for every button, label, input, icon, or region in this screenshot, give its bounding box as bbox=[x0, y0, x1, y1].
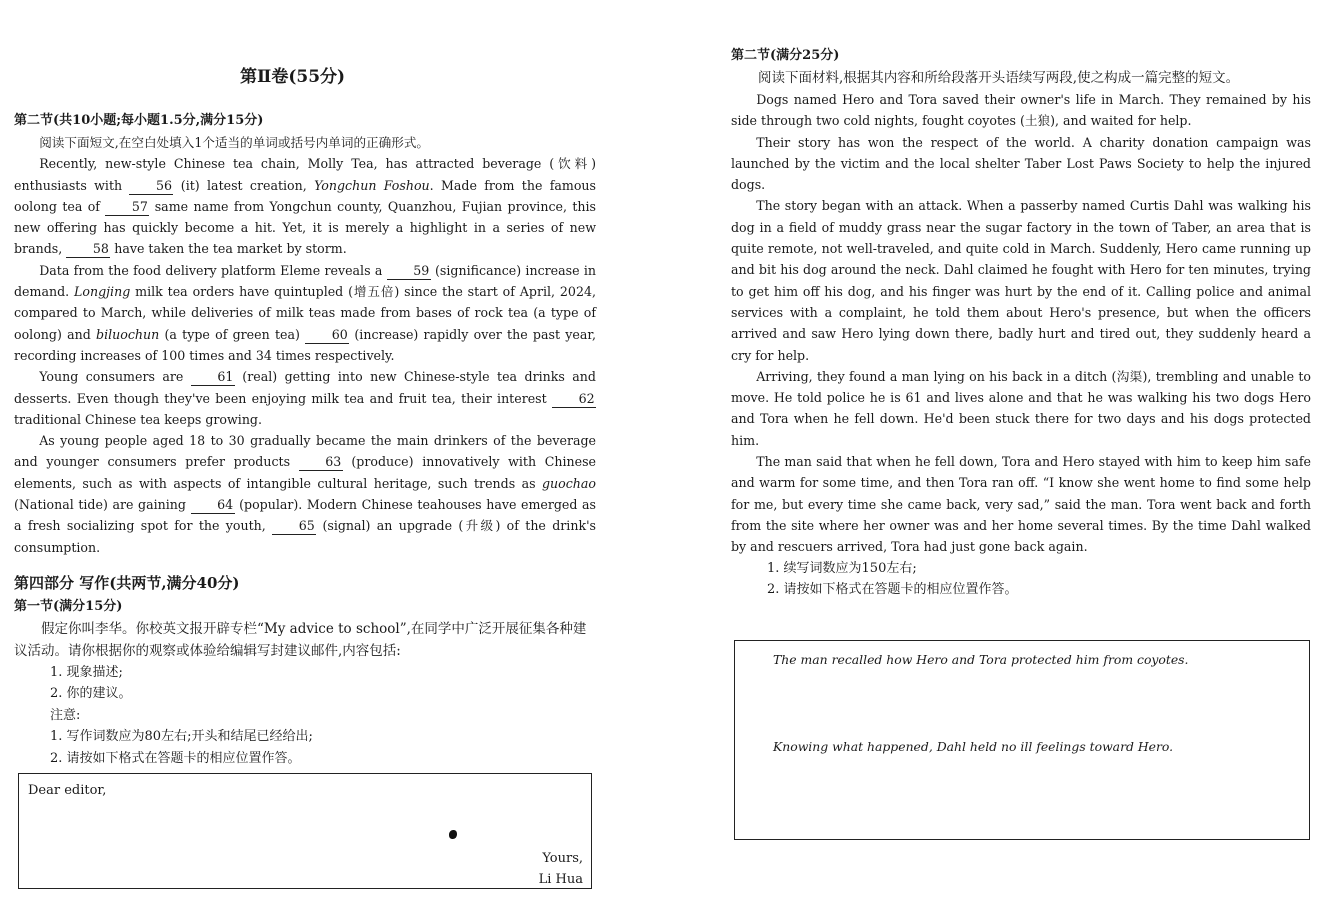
paragraph-starter-1: The man recalled how Hero and Tora protected him from coyotes. bbox=[773, 652, 1189, 667]
blank-65: 65 bbox=[272, 518, 316, 535]
story-paragraph-1: Dogs named Hero and Tora saved their owner's life in March. They remained by his side through two cold nights, fought coyotes (土狼), and waited for help. bbox=[731, 92, 1311, 129]
text: As young people aged 18 to 30 gradually became the main drinkers of the beverage and younger consumers prefer products bbox=[14, 433, 596, 470]
section1-note-label: 注意: bbox=[50, 707, 81, 723]
text: (National tide) are gaining bbox=[14, 497, 191, 513]
part4-heading: 第四部分 写作(共两节,满分40分) bbox=[14, 573, 240, 592]
left-column bbox=[14, 110, 596, 769]
blank-58: 58 bbox=[66, 241, 110, 258]
continuation-answer-box bbox=[734, 640, 1310, 840]
story-paragraph-5: The man said that when he fell down, Tora and Hero stayed with him to keep him safe and warm for some time, and then Tora ran off. “I know she went home to find some help for me, but every time she came back, very sad,” said the man. Tora went back and forth from the site where her owner was and her home several times. By the time Dahl walked by and rescuers arrived, Tora had just gone back again. bbox=[731, 454, 1311, 555]
blank-62: 62 bbox=[552, 391, 596, 408]
continuation-heading: 第二节(满分25分) bbox=[731, 48, 840, 63]
letter-closing bbox=[539, 848, 583, 890]
story-paragraph-4: Arriving, they found a man lying on his back in a ditch (沟渠), trembling and unable to move. He told police he is 61 and lives alone and that he was walking his two dogs Hero and Tora when he fell down. He'd been stuck there for two days and his dogs protected him. bbox=[731, 368, 1311, 448]
letter-greeting: Dear editor, bbox=[28, 783, 107, 798]
paragraph-starter-2: Knowing what happened, Dahl held no ill feelings toward Hero. bbox=[773, 739, 1174, 754]
text: (popular). Modern Chinese teahouses have emerged as a fresh socializing spot for the youth, bbox=[14, 497, 596, 534]
text: (a type of green tea) bbox=[159, 326, 306, 342]
blank-63: 63 bbox=[299, 454, 343, 471]
continuation-note-2: 2. 请按如下格式在答题卡的相应位置作答。 bbox=[767, 582, 1018, 598]
section1-note-1: 1. 写作词数应为80左右;开头和结尾已经给出; bbox=[50, 729, 313, 745]
blank-60: 60 bbox=[305, 327, 349, 344]
text: (increase) rapidly over the past year, recording increases of 100 times and 34 times respectively. bbox=[14, 326, 596, 363]
text: milk tea orders have quintupled (增五倍) since the start of April, 2024, compared to March, while deliveries of milk teas made from bases of rock tea (a type of oolong) and bbox=[14, 284, 596, 342]
text: (significance) increase in demand. bbox=[14, 262, 596, 300]
continuation-instruction: 阅读下面材料,根据其内容和所给段落开头语续写两段,使之构成一篇完整的短文。 bbox=[758, 70, 1240, 86]
blank-64: 64 bbox=[191, 497, 235, 514]
text: (it) latest creation, bbox=[173, 177, 315, 193]
passage-paragraph-2 bbox=[14, 260, 596, 366]
section1-item-1: 1. 现象描述; bbox=[50, 664, 123, 680]
signature: Li Hua bbox=[538, 872, 583, 887]
section1-note-2: 2. 请按如下格式在答题卡的相应位置作答。 bbox=[50, 750, 301, 766]
section2-instruction: 阅读下面短文,在空白处填入1个适当的单词或括号内单词的正确形式。 bbox=[39, 135, 430, 150]
text: (signal) an upgrade (升级) of the drink's consumption. bbox=[14, 518, 596, 555]
text: same name from Yongchun county, Quanzhou, Fujian province, this new offering has quickly become a hit. Yet, it is merely a highlight in a series of new brands, bbox=[14, 198, 596, 257]
italic-term: Longjing bbox=[74, 284, 131, 300]
text: Young consumers are bbox=[39, 369, 191, 385]
italic-term: Yongchun Foshou bbox=[314, 177, 430, 193]
section1-heading: 第一节(满分15分) bbox=[14, 598, 123, 614]
section1-prompt: 假定你叫李华。你校英文报开辟专栏“My advice to school”,在同学中广泛开展征集各种建议活动。请你根据你的观察或体验给编辑写封建议邮件,内容包括: bbox=[14, 620, 587, 659]
story-paragraph-2: Their story has won the respect of the world. A charity donation campaign was launched by the victim and the local shelter Taber Lost Paws Society to help the injured dogs. bbox=[731, 134, 1311, 193]
text: . Made from the famous oolong tea of bbox=[14, 177, 596, 214]
blank-56: 56 bbox=[129, 178, 173, 195]
part-title: 第Ⅱ卷(55分) bbox=[240, 67, 346, 87]
passage-paragraph-3 bbox=[14, 366, 596, 430]
text: (produce) innovatively with Chinese elements, such as with aspects of intangible cultural heritage, such trends as bbox=[14, 454, 597, 491]
text: traditional Chinese tea keeps growing. bbox=[14, 411, 262, 427]
continuation-note-1: 1. 续写词数应为150左右; bbox=[767, 560, 917, 576]
section2-heading: 第二节(共10小题;每小题1.5分,满分15分) bbox=[14, 113, 264, 128]
blank-61: 61 bbox=[191, 369, 235, 386]
section1-item-2: 2. 你的建议。 bbox=[50, 686, 132, 702]
text: have taken the tea market by storm. bbox=[110, 241, 347, 257]
story-paragraph-3: The story began with an attack. When a passerby named Curtis Dahl was walking his dog in a field of muddy grass near the sugar factory in the town of Taber, an area that is quite remote, not well-traveled, and quite cold in March. Suddenly, Hero came running up and bit his dog around the neck. Dahl claimed he fought with Hero for ten minutes, trying to get him off his dog, and his finger was hurt by the end of it. Calling police and animal services with a complaint, he told them about Hero's presence, but when the officers arrived and saw Hero lying down there, badly hurt and tired out, they suddenly heard a cry for help. bbox=[731, 198, 1311, 363]
italic-term: biluochun bbox=[96, 326, 160, 342]
italic-term: guochao bbox=[541, 475, 596, 491]
closing-line: Yours, bbox=[542, 851, 583, 866]
ink-blot bbox=[449, 830, 457, 839]
letter-answer-box bbox=[18, 773, 592, 889]
blank-57: 57 bbox=[105, 199, 149, 216]
passage-paragraph-1 bbox=[14, 153, 596, 259]
right-column bbox=[731, 45, 1311, 601]
text: Recently, new-style Chinese tea chain, Molly Tea, has attracted beverage (饮料) enthusiasts with bbox=[14, 156, 596, 193]
text: Data from the food delivery platform Eleme reveals a bbox=[39, 262, 387, 278]
passage-paragraph-4 bbox=[14, 430, 596, 558]
blank-59: 59 bbox=[387, 263, 431, 280]
text: (real) getting into new Chinese-style tea drinks and desserts. Even though they've been enjoying milk tea and fruit tea, their interest bbox=[14, 369, 596, 406]
